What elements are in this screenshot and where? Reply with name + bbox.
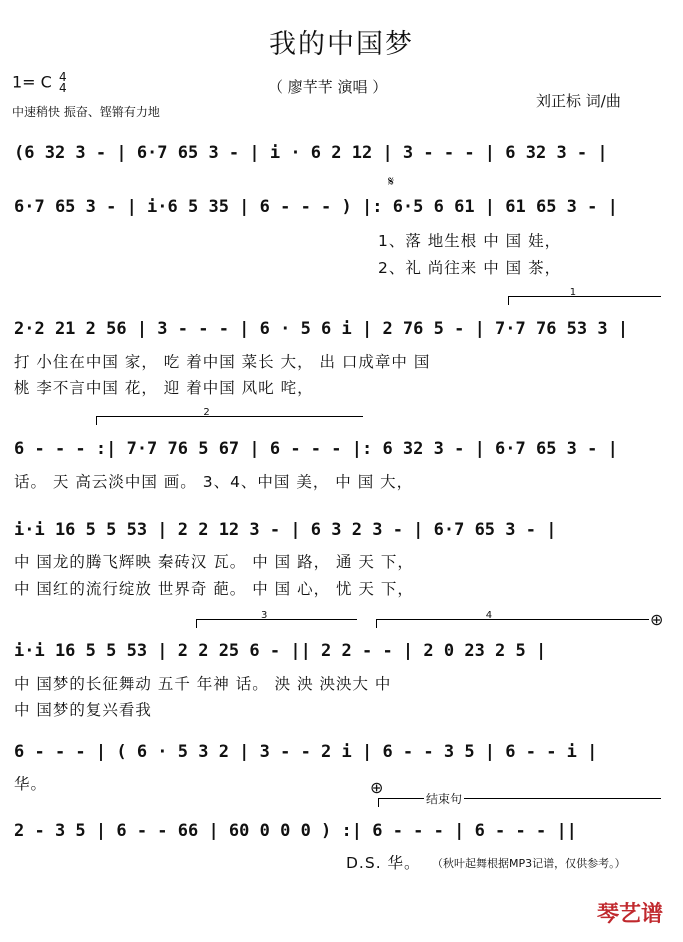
notation-row: 6·7 65 3 - | i·6 5 35 | 6 - - - ) |: 6·5 6 61 | 61 65 3 - | (14, 197, 618, 217)
lyric-line: 中 国梦的复兴看我 (14, 701, 152, 719)
notation-row: i·i 16 5 5 53 | 2 2 12 3 - | 6 3 2 3 - | 6·7 65 3 - | (14, 520, 557, 540)
lyric-line: 2、礼 尚往来 中 国 茶， (378, 259, 562, 277)
key-signature: 1= C 4 4 (12, 70, 67, 95)
lyric-line: 华。 (14, 775, 48, 793)
notation-row: 6 - - - :| 7·7 76 5 67 | 6 - - - |: 6 32 3 - | 6·7 65 3 - | (14, 439, 618, 459)
lyric-line: 打 小住在中国 家， 吃 着中国 菜长 大， 出 口成章中 国 (14, 353, 431, 371)
volta-bracket: 3 (196, 619, 357, 628)
lyric-line: 中 国龙的腾飞辉映 秦砖汉 瓦。 中 国 路， 通 天 下， (14, 553, 414, 571)
lyric-line: D.S. 华。 (346, 854, 421, 872)
ending-bracket (378, 798, 661, 807)
volta-bracket: 1 (508, 296, 661, 305)
notation-row: 6 - - - | ( 6 · 5 3 2 | 3 - - 2 i | 6 - - 3 5 | 6 - - i | (14, 742, 598, 762)
lyric-line: 中 国红的流行绽放 世界奇 葩。 中 国 心， 忧 天 下， (14, 580, 414, 598)
time-signature-bottom: 4 (58, 81, 67, 95)
site-logo (597, 897, 663, 928)
notation-row: i·i 16 5 5 53 | 2 2 25 6 - || 2 2 - - | 2 0 23 2 5 | (14, 641, 547, 661)
logo-text: 琴艺谱 (596, 902, 663, 927)
lyric-line: 中 国梦的长征舞动 五千 年神 话。 泱 泱 泱泱大 中 (14, 675, 392, 693)
tempo-marking: 中速稍快 振奋、铿锵有力地 (12, 105, 160, 119)
footnote: （秋叶起舞根据MP3记谱，仅供参考。） (432, 857, 626, 870)
singer-credit: （ 廖芊芊 演唱 ） (268, 78, 388, 96)
lyric-line: 话。 天 高云淡中国 画。 3、4、中国 美， 中 国 大， (14, 473, 414, 491)
volta-bracket: 2 (96, 416, 363, 425)
volta-bracket: 4 (376, 619, 649, 628)
author-credit: 刘正标 词/曲 (536, 92, 621, 110)
notation-row: 2·2 21 2 56 | 3 - - - | 6 · 5 6 i | 2 76 5 - | 7·7 76 53 3 | (14, 319, 629, 339)
ending-label: 结束句 (426, 792, 463, 806)
coda-icon: ⊕ (370, 778, 384, 797)
notation-row: 2 - 3 5 | 6 - - 66 | 60 0 0 0 ) :| 6 - - - | 6 - - - || (14, 821, 577, 841)
notation-row: (6 32 3 - | 6·7 65 3 - | i · 6 2 12 | 3 - - - | 6 32 3 - | (14, 143, 608, 163)
segno-icon: 𝄋 (388, 174, 395, 190)
coda-icon: ⊕ (650, 610, 664, 629)
page-title: 我的中国梦 (269, 29, 414, 60)
lyric-line: 1、落 地生根 中 国 娃， (378, 232, 562, 250)
lyric-line: 桃 李不言中国 花， 迎 着中国 风叱 咤， (14, 379, 314, 397)
time-signature-top: 4 (58, 70, 67, 84)
